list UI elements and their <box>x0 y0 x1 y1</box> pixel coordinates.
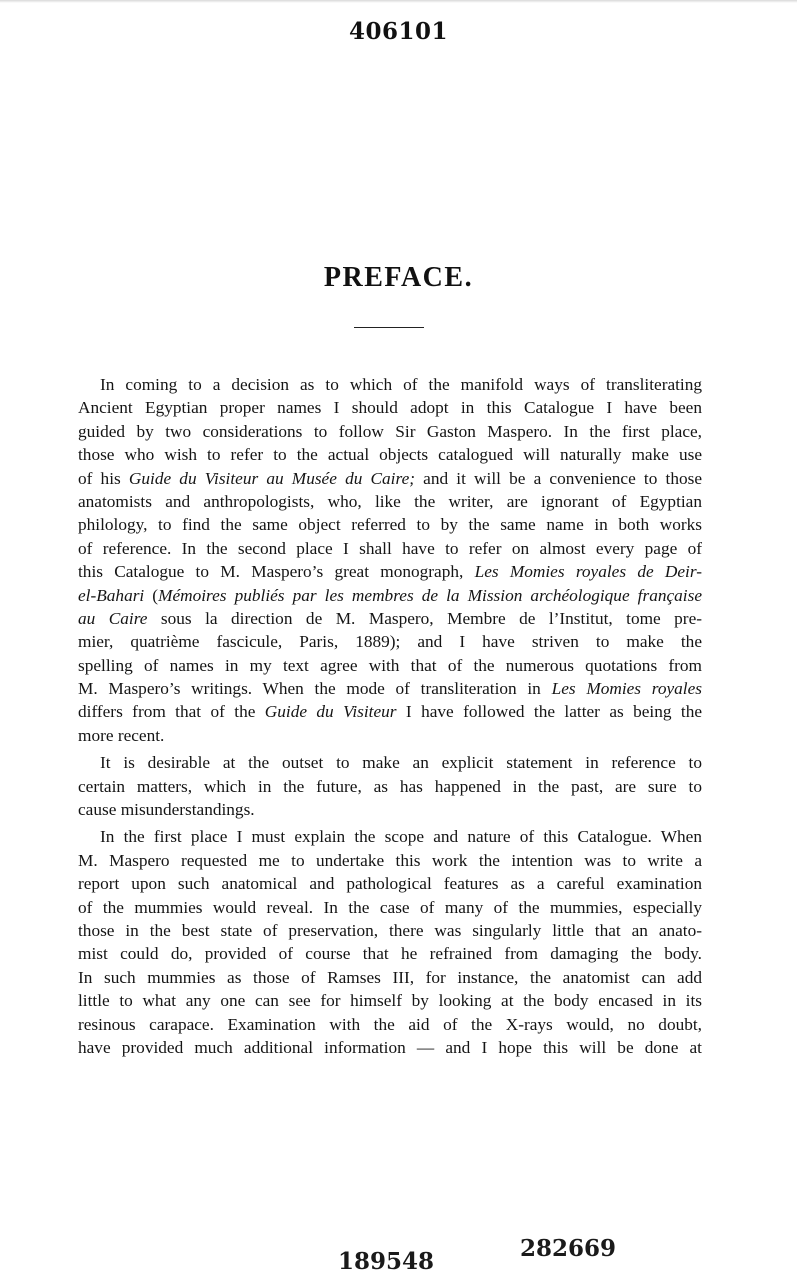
text-line <box>78 420 702 443</box>
stamp-number-top: 406101 <box>348 18 449 45</box>
text-line <box>78 537 702 560</box>
text-line <box>78 798 702 821</box>
text-line <box>78 825 702 848</box>
text-line <box>78 751 702 774</box>
text-run: report upon such anatomical and pathological features as a careful examination <box>78 874 702 894</box>
text-line <box>78 989 702 1012</box>
text-run: M. Maspero’s writings. When the mode of transliteration in <box>78 679 552 699</box>
text-run: Ancient Egyptian proper names I should adopt in this Catalogue I have been <box>78 398 702 418</box>
text-run: resinous carapace. Examination with the aid of the X-rays would, no doubt, <box>78 1014 702 1034</box>
text-run: those who wish to refer to the actual objects catalogued will naturally make use <box>78 445 702 465</box>
text-line <box>78 490 702 513</box>
text-run: this Catalogue to M. Maspero’s great monograph, <box>78 562 475 582</box>
italic-title-text: Guide du Visiteur au Musée du Caire; <box>128 468 415 488</box>
text-run: mist could do, provided of course that he refrained from damaging the body. <box>78 944 702 964</box>
stamp-number-bottom-right: 282669 <box>520 1235 617 1262</box>
text-run: those in the best state of preservation, there was singularly little that an anato- <box>78 920 702 940</box>
italic-title-text: el-Bahari <box>78 585 145 605</box>
preface-body <box>78 373 702 1059</box>
text-run: certain matters, which in the future, as has happened in the past, are sure to <box>78 776 702 796</box>
text-run: mier, quatrième fascicule, Paris, 1889); and I have striven to make the <box>78 632 702 652</box>
text-line <box>78 443 702 466</box>
text-line <box>78 966 702 989</box>
text-run: I have followed the latter as being the <box>396 702 703 722</box>
text-line <box>78 513 702 536</box>
text-line <box>78 396 702 419</box>
text-line <box>78 849 702 872</box>
text-run: In such mummies as those of Ramses III, for instance, the anatomist can add <box>78 967 702 987</box>
text-line <box>78 373 702 396</box>
text-run: and it will be a convenience to those <box>415 468 703 488</box>
text-line <box>78 560 702 583</box>
text-line <box>78 1013 702 1036</box>
text-line <box>78 630 702 653</box>
text-line <box>78 896 702 919</box>
text-line <box>78 942 702 965</box>
text-run: M. Maspero requested me to undertake this work the intention was to write a <box>78 850 702 870</box>
text-line <box>78 775 702 798</box>
text-line <box>78 677 702 700</box>
text-line <box>78 584 702 607</box>
text-run: more recent. <box>78 725 165 745</box>
text-line <box>78 654 702 677</box>
text-run: have provided much additional information — and I hope this will be done at <box>78 1037 702 1057</box>
stamp-number-bottom-left: 189548 <box>338 1248 435 1275</box>
text-line <box>78 872 702 895</box>
text-run: spelling of names in my text agree with that of the numerous quotations from <box>78 655 702 675</box>
text-run: of reference. In the second place I shall have to refer on almost every page of <box>78 538 702 558</box>
italic-title-text: Les Momies royales de Deir- <box>474 562 702 582</box>
text-run: In the first place I must explain the scope and nature of this Catalogue. When <box>100 827 702 847</box>
text-run: differs from that of the <box>78 702 265 722</box>
italic-title-text: Guide du Visiteur <box>264 702 397 722</box>
text-run: guided by two considerations to follow Sir Gaston Maspero. In the first place, <box>78 421 702 441</box>
text-line <box>78 700 702 723</box>
italic-title-text: Mémoires publiés par les membres de la Mission archéologique française <box>158 585 702 605</box>
text-run: It is desirable at the outset to make an explicit statement in reference to <box>100 753 702 773</box>
italic-title-text: au Caire <box>78 608 148 628</box>
text-run: cause misunderstandings. <box>78 800 255 820</box>
text-line <box>78 1036 702 1059</box>
text-run: anatomists and anthropologists, who, like the writer, are ignorant of Egyptian <box>78 491 702 511</box>
title-rule <box>354 327 424 328</box>
text-run: philology, to find the same object referred to by the same name in both works <box>78 515 702 535</box>
text-run: In coming to a decision as to which of the manifold ways of transliterating <box>100 375 702 394</box>
text-line <box>78 724 702 747</box>
page-title: PREFACE. <box>323 262 474 293</box>
text-run: ( <box>144 585 159 605</box>
text-run: of the mummies would reveal. In the case of many of the mummies, especially <box>78 897 702 917</box>
page-top-edge <box>0 0 797 3</box>
text-run: of his <box>78 468 129 488</box>
text-line <box>78 607 702 630</box>
text-line <box>78 467 702 490</box>
text-run: little to what any one can see for himself by looking at the body encased in its <box>78 991 702 1011</box>
text-line <box>78 919 702 942</box>
text-run: sous la direction de M. Maspero, Membre de l’Institut, tome pre- <box>147 608 702 628</box>
italic-title-text: Les Momies royales <box>551 679 703 699</box>
